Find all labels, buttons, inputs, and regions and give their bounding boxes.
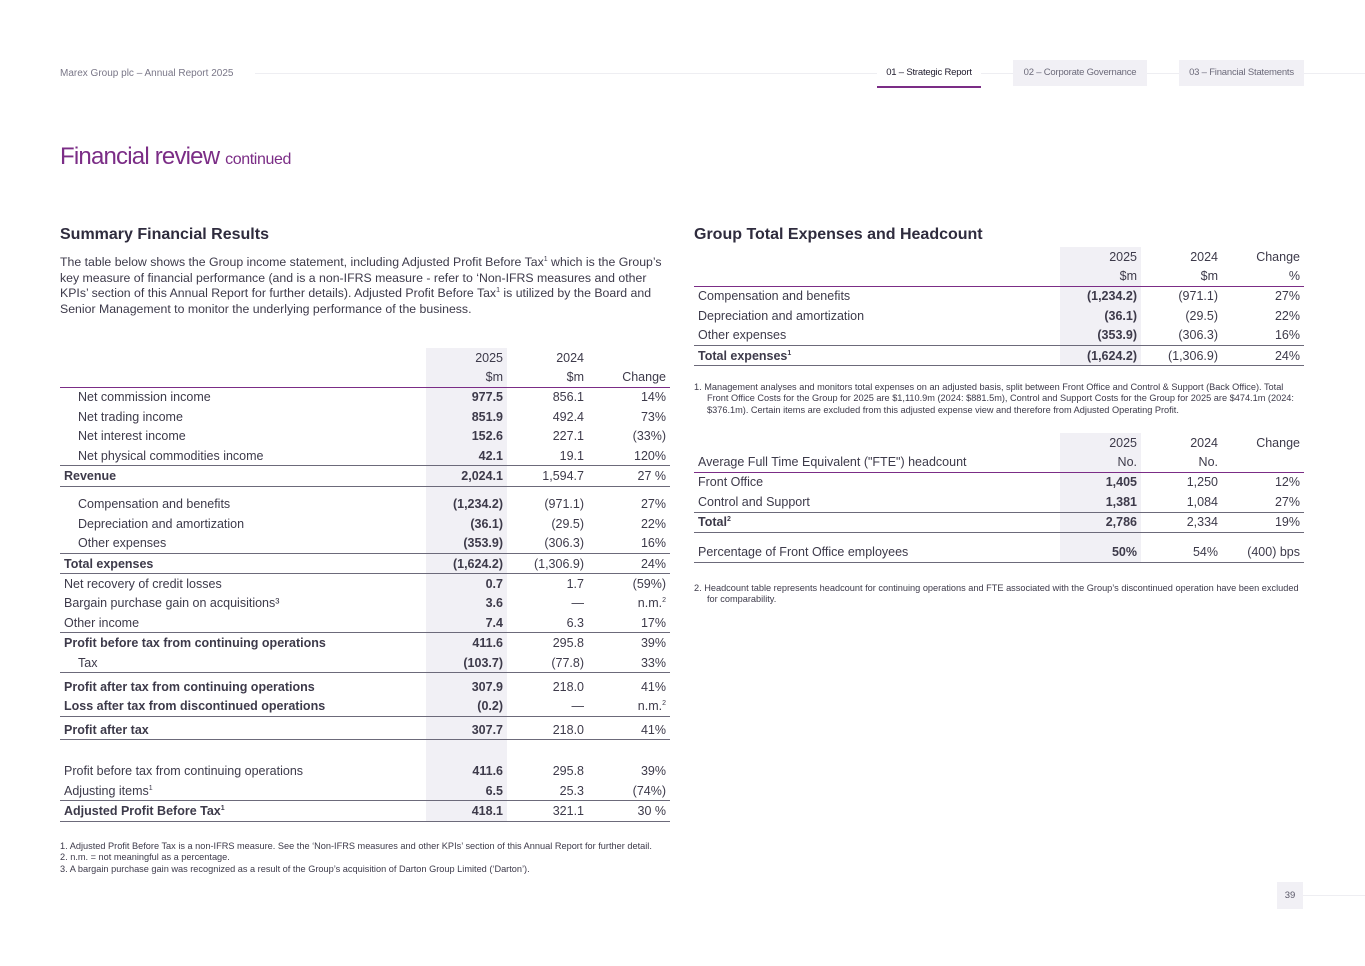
footnote: 3. A bargain purchase gain was recognized as a result of the Group’s acquisition of Darton Group Limited (‘Darton’). — [60, 863, 530, 874]
intro-text-1: The table below shows the Group income statement, including Adjusted Profit Before Tax — [60, 255, 544, 269]
value-2025: 2,024.1 — [426, 466, 507, 486]
row-label: Net interest income — [78, 429, 186, 444]
col-change: Change — [1256, 249, 1300, 264]
value-2024: 227.1 — [552, 429, 584, 444]
table-row-adjusted-pbt — [60, 801, 670, 821]
table-row — [60, 613, 670, 633]
table-header-row — [694, 433, 1304, 452]
table-row — [60, 446, 670, 466]
value-2024: (29.5) — [551, 516, 584, 531]
tab-corporate-governance[interactable]: 02 – Corporate Governance — [1013, 60, 1147, 86]
spacer-row — [60, 740, 670, 762]
intro-text-3: is utilized by the Board and Senior Management to monitor the underlying performance of the business. — [60, 286, 652, 316]
value-2024: 2,334 — [1141, 512, 1222, 532]
summary-footnotes — [60, 841, 672, 875]
row-label: Other expenses — [698, 328, 787, 343]
spacer-row — [60, 486, 670, 495]
value-change: 24% — [1222, 345, 1304, 365]
value-2025: (36.1) — [426, 514, 507, 533]
col-unit: $m — [426, 367, 507, 387]
row-label: Profit before tax from continuing operations — [64, 764, 304, 779]
value-2025: 152.6 — [426, 427, 507, 446]
value-change: 17% — [640, 615, 666, 630]
col-unit: $m — [1141, 266, 1222, 286]
value-2025: 1,381 — [1060, 492, 1141, 512]
table-row — [60, 407, 670, 426]
report-name: Marex Group plc – Annual Report 2025 — [60, 68, 234, 79]
value-2024: 218.0 — [552, 679, 584, 694]
row-label: Other expenses — [78, 536, 167, 551]
table-header-row — [694, 266, 1304, 286]
value-2024: (971.1) — [544, 497, 584, 512]
value-change — [588, 594, 670, 613]
col-label: Average Full Time Equivalent ("FTE") headcount — [694, 452, 1060, 472]
value-2025: (1,624.2) — [1060, 345, 1141, 365]
value-2025: 851.9 — [426, 407, 507, 426]
value-2024: (1,306.9) — [507, 553, 588, 573]
headcount-table — [694, 433, 1304, 563]
row-label — [694, 512, 1060, 532]
footnote-ref: 2 — [662, 597, 666, 605]
title-suffix: continued — [225, 151, 291, 168]
footnote-ref: 1 — [496, 287, 500, 295]
col-2025: 2025 — [1060, 247, 1141, 266]
row-label: Compensation and benefits — [698, 289, 851, 304]
row-label: Compensation and benefits — [78, 497, 231, 512]
row-label — [694, 345, 1060, 365]
footnote-ref: 1 — [148, 784, 153, 792]
value-2024: (306.3) — [544, 536, 584, 551]
value-2025: 418.1 — [426, 801, 507, 821]
table-row — [60, 427, 670, 446]
value-change: 14% — [640, 390, 666, 405]
value-change: 73% — [640, 409, 666, 424]
value-change: 33% — [588, 653, 670, 673]
value-change: 22% — [1274, 308, 1300, 323]
label-text: Adjusting items — [64, 783, 149, 798]
value-2025: (353.9) — [1060, 326, 1141, 346]
col-2025: 2025 — [426, 348, 507, 367]
value-change: 22% — [640, 516, 666, 531]
table-row — [60, 514, 670, 533]
change-text: n.m. — [637, 699, 663, 714]
value-2024: (1,306.9) — [1141, 345, 1222, 365]
value-2025: (1,234.2) — [426, 495, 507, 514]
col-unit: No. — [1060, 452, 1141, 472]
table-row — [60, 574, 670, 594]
table-row-pat — [60, 673, 670, 697]
col-pct: % — [1222, 266, 1304, 286]
row-label: Front Office — [698, 475, 764, 490]
table-row-total — [694, 345, 1304, 365]
tab-financial-statements[interactable]: 03 – Financial Statements — [1179, 60, 1304, 86]
value-2024: 856.1 — [552, 390, 584, 405]
expenses-table — [694, 247, 1304, 366]
table-row-front-office-pct — [694, 541, 1304, 563]
row-label — [60, 801, 426, 821]
value-2024: 492.4 — [552, 409, 584, 424]
col-unit: $m — [507, 367, 588, 387]
row-label: Percentage of Front Office employees — [694, 541, 1060, 563]
row-label: Profit after tax from continuing operations — [64, 679, 315, 694]
value-change: 19% — [1222, 512, 1304, 532]
tab-strategic-report[interactable]: 01 – Strategic Report — [877, 60, 981, 88]
value-change: 30 % — [588, 801, 670, 821]
footnote-ref: 2 — [662, 700, 666, 708]
value-change: (74%) — [632, 783, 666, 798]
table-row — [694, 326, 1304, 346]
intro-text-2: which is the Group’s key measure of financial performance (and is a non-IFRS measure - refer to ‘Non-IFRS measures and other KPIs’ section of this Annual Report for further details). Adjusted Profit Before Tax — [60, 255, 662, 301]
value-2025: (36.1) — [1060, 306, 1141, 325]
page-number: 39 — [1277, 882, 1303, 909]
row-label: Bargain purchase gain on acquisitions³ — [64, 596, 280, 611]
value-change: 16% — [1274, 328, 1300, 343]
value-2024: (306.3) — [1178, 328, 1218, 343]
value-2025: 42.1 — [426, 446, 507, 466]
col-2024: 2024 — [1190, 435, 1218, 450]
row-label: Net physical commodities income — [78, 448, 264, 463]
value-2025: 411.6 — [426, 761, 507, 780]
summary-heading: Summary Financial Results — [60, 226, 269, 243]
table-row — [60, 653, 670, 673]
table-row — [60, 761, 670, 780]
table-row — [694, 286, 1304, 306]
value-2025: 307.7 — [426, 717, 507, 740]
value-2024: 1,594.7 — [507, 466, 588, 486]
value-2025: 411.6 — [426, 633, 507, 653]
col-change: Change — [1256, 435, 1300, 450]
change-text: n.m. — [637, 596, 663, 611]
value-2025: 0.7 — [426, 574, 507, 594]
value-2024: 1,084 — [1186, 494, 1218, 509]
col-2024: 2024 — [1190, 249, 1218, 264]
value-2025: 6.5 — [426, 781, 507, 801]
footnote-ref: 1 — [787, 349, 792, 357]
row-label: Profit before tax from continuing operations — [60, 633, 426, 653]
value-change: 41% — [640, 679, 666, 694]
page-title — [60, 143, 291, 171]
label-text: Total expenses — [698, 348, 788, 363]
value-2024: 295.8 — [552, 764, 584, 779]
footnote-ref: 1 — [543, 256, 548, 263]
table-row-pbt — [60, 633, 670, 653]
table-row-total — [694, 512, 1304, 532]
value-2024: — — [571, 596, 584, 611]
row-label: Total expenses — [60, 553, 426, 573]
value-2024: 1,250 — [1186, 475, 1218, 490]
value-change: 27% — [1274, 289, 1300, 304]
value-change: 12% — [1274, 475, 1300, 490]
table-row — [694, 492, 1304, 512]
value-2025: (0.2) — [426, 697, 507, 717]
value-change: 120% — [634, 448, 666, 463]
value-2025: (103.7) — [426, 653, 507, 673]
footnote: 2. n.m. = not meaningful as a percentage. — [60, 852, 230, 863]
footnote: 2. Headcount table represents headcount for continuing operations and FTE associated with the Group’s discontinued operation have been excluded for comparability. — [694, 583, 1299, 605]
table-row — [694, 472, 1304, 492]
value-2024: 19.1 — [559, 448, 584, 463]
value-2025: (1,234.2) — [1060, 286, 1141, 306]
value-change — [588, 697, 670, 717]
value-change: 39% — [640, 764, 666, 779]
value-2024: (971.1) — [1178, 289, 1218, 304]
col-unit: No. — [1141, 452, 1222, 472]
value-change: (33%) — [632, 429, 666, 444]
value-2024: 218.0 — [507, 717, 588, 740]
value-change: 39% — [588, 633, 670, 653]
row-label: Net trading income — [78, 409, 183, 424]
label-text: Adjusted Profit Before Tax — [64, 803, 221, 818]
summary-table — [60, 348, 670, 822]
value-2025: 1,405 — [1060, 472, 1141, 492]
value-2024: 6.3 — [566, 615, 584, 630]
spacer-row — [694, 532, 1304, 541]
footnote-ref: 1 — [220, 804, 225, 812]
intro-paragraph — [60, 255, 672, 317]
value-2025: (353.9) — [426, 534, 507, 554]
table-header-row — [60, 348, 670, 367]
table-row-profit-after-tax — [60, 717, 670, 740]
value-2024: (77.8) — [507, 653, 588, 673]
row-label: Net recovery of credit losses — [64, 576, 222, 591]
col-change: Change — [588, 367, 670, 387]
table-row — [60, 594, 670, 613]
row-label: Loss after tax from discontinued operations — [60, 697, 426, 717]
table-row — [60, 534, 670, 554]
title-main: Financial review — [60, 143, 220, 170]
col-unit: $m — [1060, 266, 1141, 286]
row-label: Tax — [60, 653, 426, 673]
row-label — [60, 781, 426, 801]
value-2024: 25.3 — [559, 783, 584, 798]
footnote: 1. Adjusted Profit Before Tax is a non-IFRS measure. See the ‘Non-IFRS measures and other KPIs’ section of this Annual Report for further detail. — [60, 841, 652, 851]
value-change: 24% — [588, 553, 670, 573]
value-change: 16% — [640, 536, 666, 551]
value-2025: 2,786 — [1060, 512, 1141, 532]
footnote: 1. Management analyses and monitors total expenses on an adjusted basis, split between Front Office and Control & Support (Back Office). Total Front Office Costs for the Group for 2025 are $1,110.9m (2024: $881.5m), Control and Support Costs for the Group for 2025 are $474.1m (2024: $376.1m). Certain items are excluded from this adjusted expense view and therefore from Adjusted Operating Profit. — [694, 382, 1294, 415]
table-row — [60, 387, 670, 407]
value-2025: 7.4 — [426, 613, 507, 633]
expenses-footnote — [694, 382, 1304, 416]
footnote-ref: 2 — [726, 516, 731, 524]
row-label: Depreciation and amortization — [698, 308, 865, 323]
value-2025: 50% — [1060, 541, 1141, 563]
row-label: Revenue — [60, 466, 426, 486]
col-2024: 2024 — [556, 350, 584, 365]
row-label: Net commission income — [78, 390, 211, 405]
table-row — [60, 495, 670, 514]
table-row — [694, 306, 1304, 325]
table-row — [60, 781, 670, 801]
value-2024: (29.5) — [1185, 308, 1218, 323]
value-change: 27% — [1274, 494, 1300, 509]
value-change: (59%) — [632, 576, 666, 591]
table-row-total-expenses — [60, 553, 670, 573]
table-header-row — [60, 367, 670, 387]
value-change: 27% — [640, 497, 666, 512]
value-2024: — — [507, 697, 588, 717]
row-label: Control and Support — [698, 494, 810, 509]
value-2025: 307.9 — [426, 673, 507, 697]
value-2024: 295.8 — [507, 633, 588, 653]
label-text: Total — [698, 515, 727, 530]
value-change: 41% — [588, 717, 670, 740]
row-label: Profit after tax — [60, 717, 426, 740]
row-label: Depreciation and amortization — [78, 516, 245, 531]
table-header-row — [694, 452, 1304, 472]
footer-rule — [1303, 895, 1365, 896]
value-2025: 977.5 — [426, 387, 507, 407]
col-2025: 2025 — [1060, 433, 1141, 452]
value-change: (400) bps — [1222, 541, 1304, 563]
value-change: 27 % — [588, 466, 670, 486]
value-2024: 321.1 — [507, 801, 588, 821]
value-2025: (1,624.2) — [426, 553, 507, 573]
table-row-revenue — [60, 466, 670, 486]
value-2024: 54% — [1141, 541, 1222, 563]
value-2024: 1.7 — [566, 576, 584, 591]
headcount-footnote — [694, 583, 1304, 606]
table-header-row — [694, 247, 1304, 266]
expenses-heading: Group Total Expenses and Headcount — [694, 226, 983, 243]
table-row-discontinued — [60, 697, 670, 717]
value-2025: 3.6 — [426, 594, 507, 613]
row-label: Other income — [64, 615, 140, 630]
